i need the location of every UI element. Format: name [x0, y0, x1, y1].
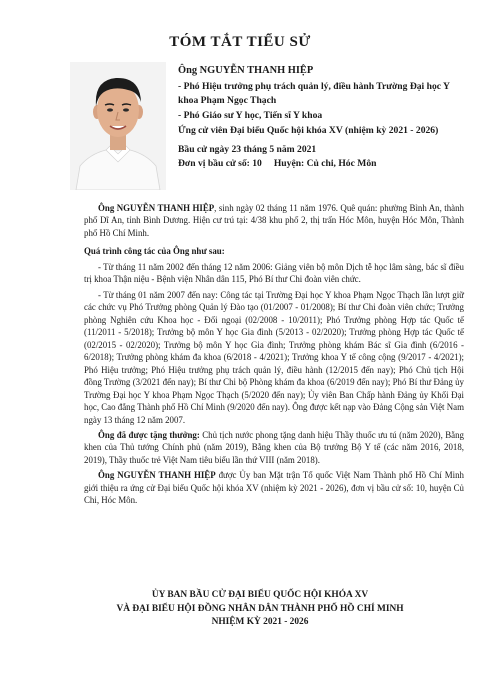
candidate-academic-title: - Phó Giáo sư Y học, Tiến sĩ Y khoa	[178, 109, 323, 121]
committee-line-2: VÀ ĐẠI BIỂU HỘI ĐỒNG NHÂN DÂN THÀNH PHỐ HỒ CHÍ MINH	[116, 603, 404, 614]
nomination-text: được Ủy ban Mặt trận Tổ quốc Việt Nam Thành phố Hồ Chí Minh giới thiệu ra ứng cử Đại biểu Quốc hội khóa XV (nhiệm kỳ 2021 - 2026), đơn vị bầu cử số: 10, huyện Củ Chi, Hóc Môn.	[84, 470, 464, 506]
candidate-portrait	[70, 62, 166, 190]
intro-text: , sinh ngày 02 tháng 11 năm 1976. Quê quán: phường Bình An, thành phố Dĩ An, tỉnh Bình Dương. Hiện cư trú tại: 4/38 khu phố 2, thị trấn Hóc Môn, huyện Hóc Môn, Thành phố Hồ Chí Minh.	[84, 203, 464, 238]
candidate-info	[178, 64, 464, 170]
awards-paragraph	[84, 429, 464, 466]
intro-name: Ông NGUYỄN THANH HIỆP	[98, 203, 215, 213]
page-title: TÓM TẮT TIỂU SỬ	[169, 34, 311, 50]
work-history-heading: Quá trình công tác của Ông như sau:	[84, 246, 225, 257]
election-date: Bầu cử ngày 23 tháng 5 năm 2021	[178, 144, 317, 156]
electoral-district: Huyện: Củ chi, Hóc Môn	[273, 157, 377, 169]
electoral-unit-number: Đơn vị bầu cử số: 10	[178, 157, 262, 169]
awards-text: Chủ tịch nước phong tặng danh hiệu Thầy thuốc ưu tú (năm 2020), Bằng khen của Thủ tướng Chính phủ (năm 2019), Bằng khen của Bộ trưởng Bộ Y tế (các năm 2016, 2018, 2019), Thầy thuốc trẻ Việt Nam tiêu biểu lần thứ VIII (năm 2018).	[84, 429, 464, 465]
candidacy-statement: Ứng cử viên Đại biểu Quốc hội khóa XV (nhiệm kỳ 2021 - 2026)	[178, 125, 439, 137]
candidate-name: Ông NGUYỄN THANH HIỆP	[178, 65, 314, 76]
issuing-committee	[60, 589, 460, 630]
committee-line-1: ỦY BAN BẦU CỬ ĐẠI BIỂU QUỐC HỘI KHÓA XV	[151, 590, 369, 600]
electoral-unit	[178, 157, 464, 170]
nomination-paragraph	[84, 469, 464, 506]
portrait-icon	[70, 62, 166, 190]
awards-label: Ông đã được tặng thưởng:	[98, 429, 200, 440]
work-history-item-1: - Từ tháng 11 năm 2002 đến tháng 12 năm 2006: Giảng viên bộ môn Dịch tễ học lâm sàng, bác sĩ điều trị khoa Thận niệu - Bệnh viện Nhân dân 115, Phó Bí thư Chi đoàn viên chức.	[84, 261, 464, 285]
committee-line-3: NHIỆM KỲ 2021 - 2026	[211, 617, 309, 628]
work-history-item-2: - Từ tháng 01 năm 2007 đến nay: Công tác tại Trường Đại học Y khoa Phạm Ngọc Thạch lần lượt giữ các chức vụ Phó Trưởng phòng Quản lý Đào tạo (01/2007 - 01/2008); Bí thư Chi đoàn viên chức; Trưởng phòng Nghiên cứu Khoa học - Đối ngoại (02/2008 - 10/2011); Phó Trưởng phòng Hợp tác Quốc tế (11/2011 - 5/2018); Trưởng bộ môn Y học Gia đình (5/2013 - 02/2020); Trưởng phòng Hợp tác Quốc tế (02/2015 - 02/2020); Trưởng bộ môn Y học Gia đình; Trưởng phòng khám Bác sĩ Gia đình (6/2016 - 6/2018); Trưởng phòng khám đa khoa (6/2018 - 4/2021); Trưởng khoa Y tế công cộng (9/2017 - 4/2021); Phó Hiệu trưởng; Phó Hiệu trưởng phụ trách quản lý, điều hành (12/2015 đến nay); Phó Chủ tịch Hội đồng Trường (3/2021 đến nay); Bí thư Chi bộ Phòng khám đa khoa (6/2019 đến nay); Phó Bí thư Đảng ủy Trường Đại học Y khoa Phạm Ngọc Thạch (5/2020 đến nay); Ủy viên Ban Chấp hành Đảng ủy Khối Đại học, Cao đẳng Thành phố Hồ Chí Minh (9/2020 đến nay). Ông được kết nạp vào Đảng Cộng sản Việt Nam ngày 13 tháng 12 năm 2007.	[84, 289, 464, 425]
candidate-position: - Phó Hiệu trưởng phụ trách quản lý, điều hành Trường Đại học Y khoa Phạm Ngọc Thạch	[178, 81, 450, 106]
biography-body	[84, 202, 464, 510]
intro-paragraph	[84, 202, 464, 239]
nomination-name: Ông NGUYỄN THANH HIỆP	[98, 470, 216, 481]
